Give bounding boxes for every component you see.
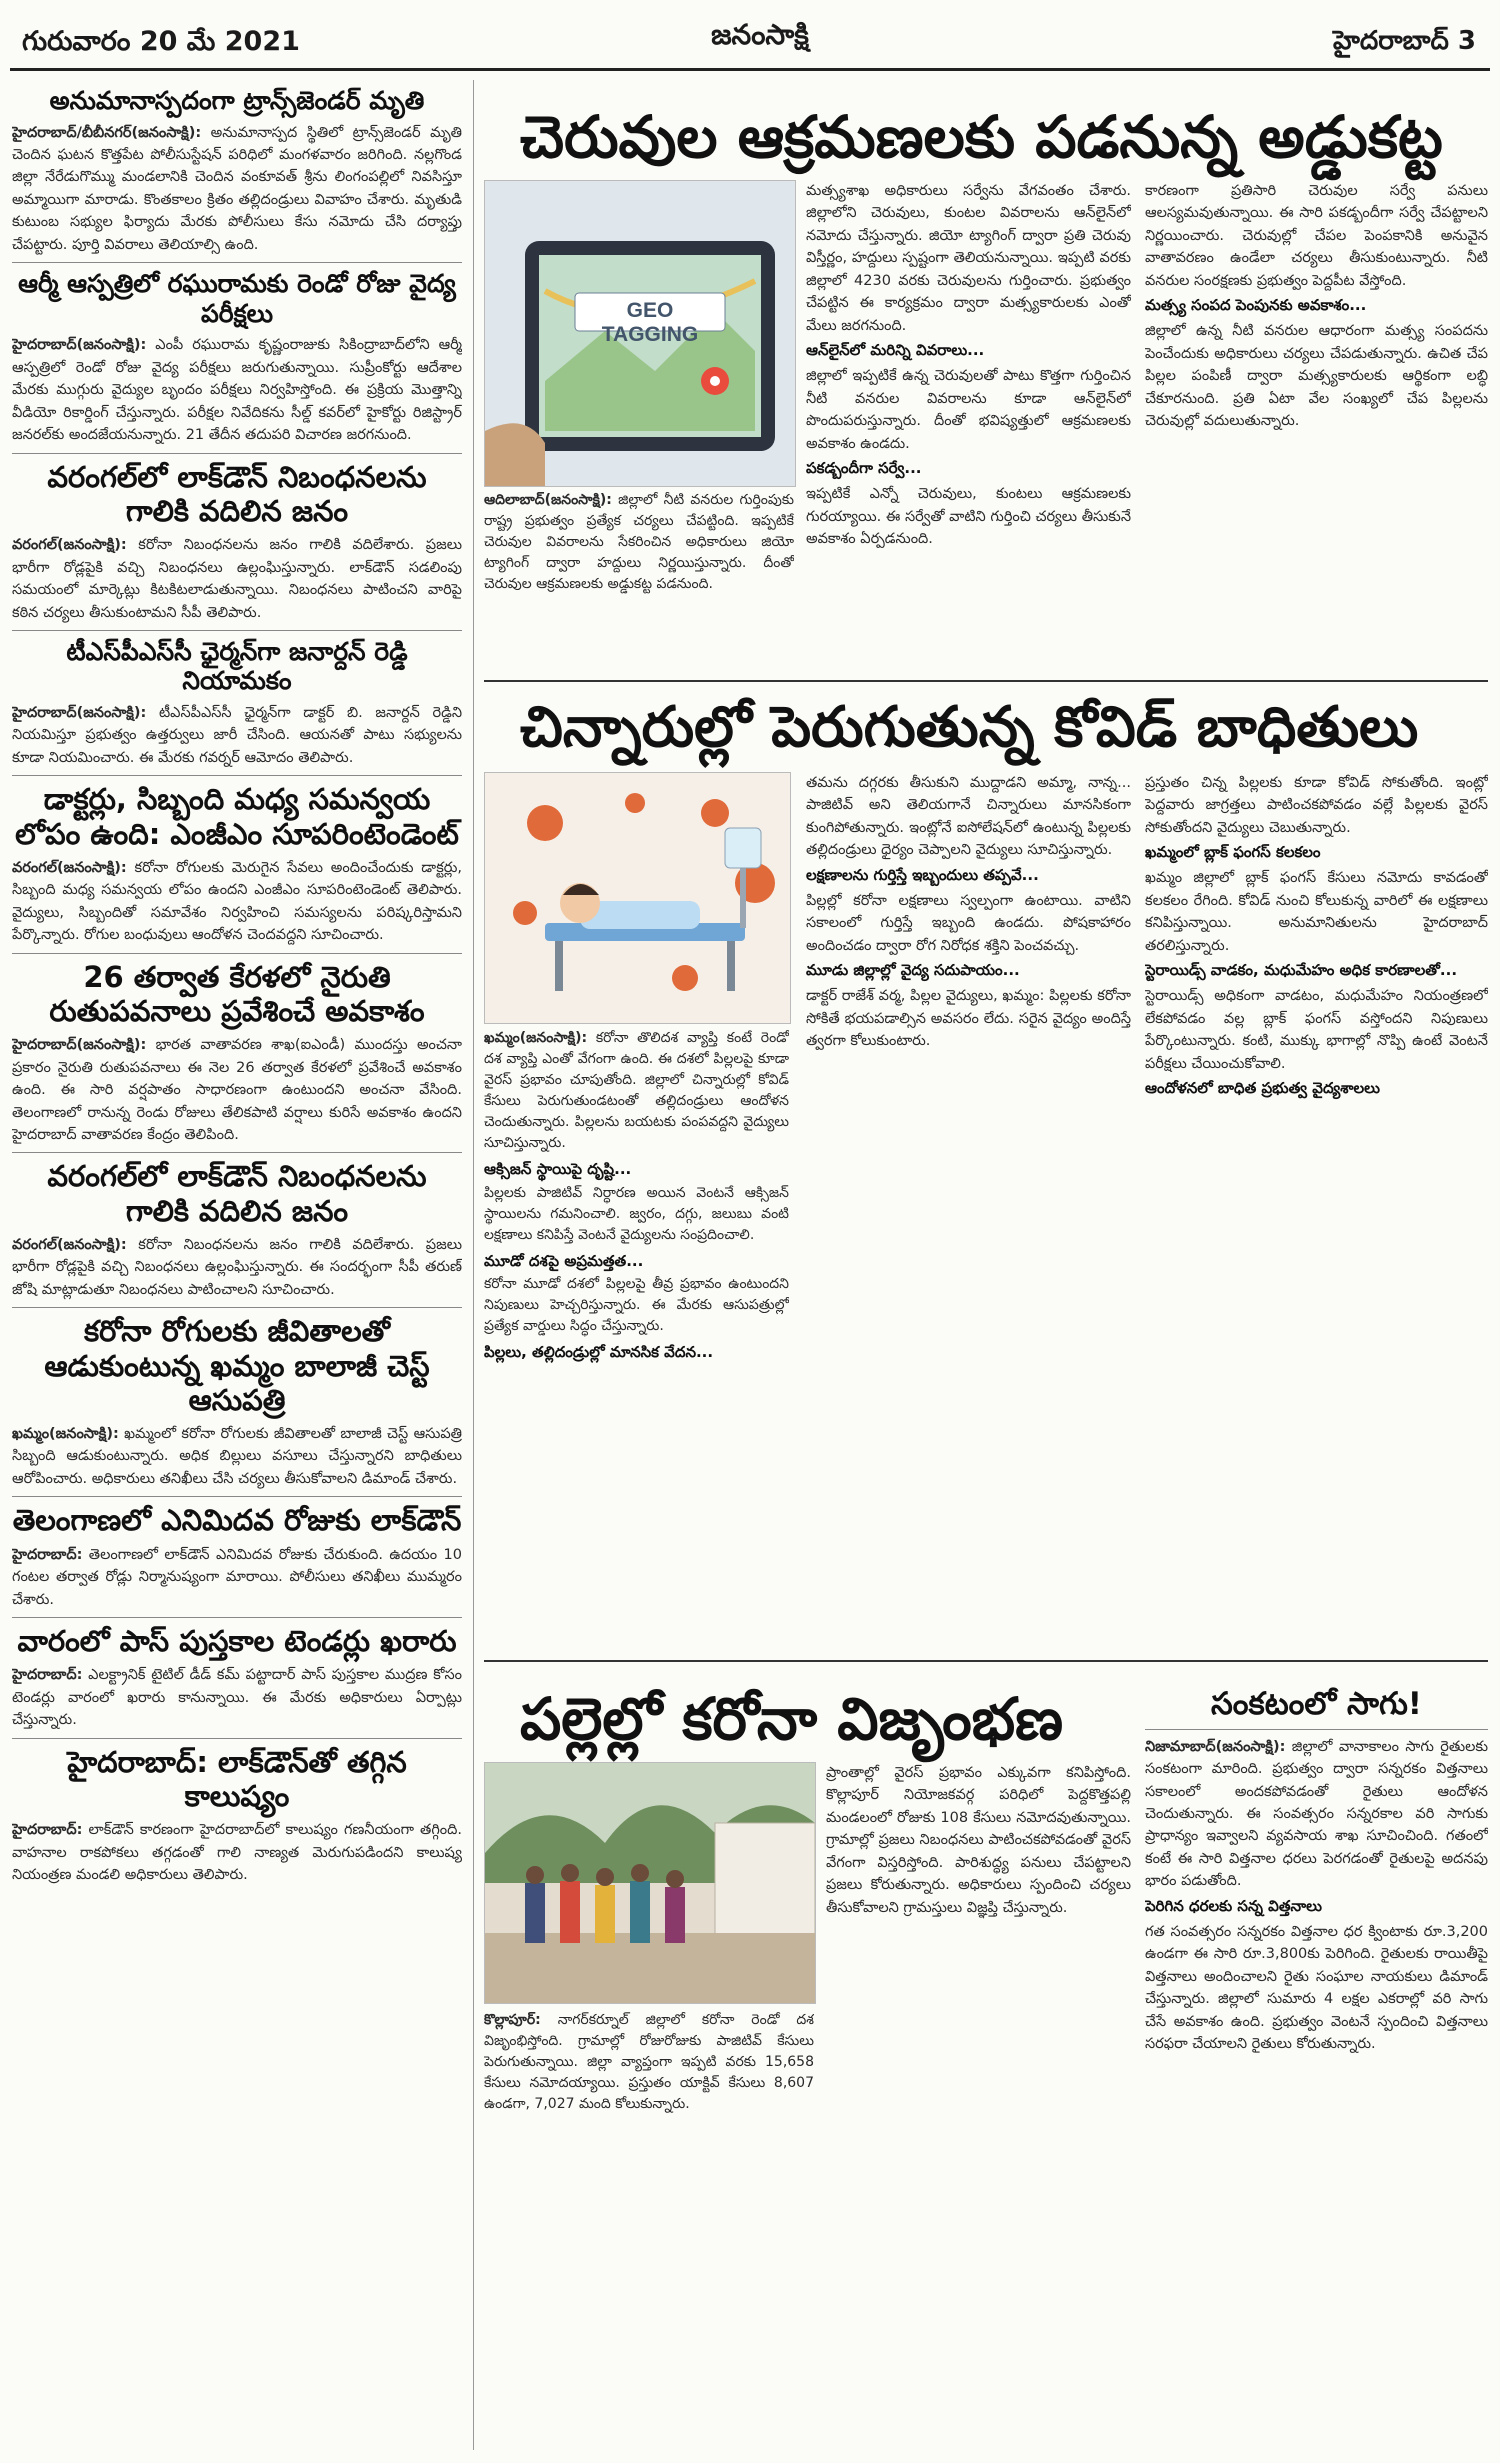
story2-column-1 [484,1028,789,1648]
article-2 [12,269,462,446]
divider [12,1617,462,1618]
article-body: ఖమ్మంలో కరోనా రోగులకు జీవితాలతో బాలాజీ చెస్ట్ ఆసుపత్రి సిబ్బంది ఆడుకుంటున్నారు. అధిక బిల్లులు వసూలు చేస్తున్నారని బాధితులు ఆరోపించారు. అధికారులు తనిఖీలు చేసి చర్యలు తీసుకోవాలని డిమాండ్ చేశారు. [12,1425,462,1487]
article-body: భారత వాతావరణ శాఖ(ఐఎండీ) ముందస్తు అంచనా ప్రకారం నైరుతి రుతుపవనాలు ఈ నెల 26 తర్వాత కేరళలో ప్రవేశించే అవకాశం ఉంది. ఈ సారి వర్షపాతం సాధారణంగా ఉంటుందని అంచనా వేసింది. తెలంగాణలో రానున్న రెండు రోజులు తేలికపాటి వర్షాలు కురిసే అవకాశం ఉందని హైదరాబాద్ వాతావరణ కేంద్రం తెలిపింది. [12,1037,462,1143]
story4-headline: సంకటంలో సాగు! [1211,1686,1422,1722]
divider [12,1307,462,1308]
masthead [0,0,1500,76]
article-dateline: హైదరాబాద్: [12,1667,83,1684]
section-rule [484,1660,1488,1662]
geo-tagging-image [484,180,796,487]
article-dateline: హైదరాబాద్(జనంసాక్షి): [12,1037,147,1054]
story2-column-2 [806,772,1131,1652]
story2-col2-text: తమను దగ్గరకు తీసుకుని ముద్దాడని అమ్మా, నాన్న... పాజిటివ్ అని తెలియగానే చిన్నారులు మానసికంగా కుంగిపోతున్నారు. ఇంట్లోనే ఐసోలేషన్‌లో ఉంటున్న పిల్లలకు తల్లిదండ్రులు ధైర్యం చెప్పాలని వైద్యులు సూచిస్తున్నారు. [806,775,1131,859]
story1-column-3 [1145,180,1488,670]
story4-subhead: పెరిగిన ధరలకు సన్న విత్తనాలు [1145,1896,1322,1915]
article-4 [12,637,462,769]
story2-col2c-text: డాక్టర్ రాజేశ్ వర్మ, పిల్లల వైద్యులు, ఖమ్మం: పిల్లలకు కరోనా సోకితే భయపడాల్సిన అవసరం లేదు. సరైన వైద్యం అందిస్తే త్వరగా కోలుకుంటారు. [806,988,1131,1050]
story2-subhead-e: మూడు జిల్లాల్లో వైద్య సదుపాయం... [806,961,1020,980]
city-page-number: హైదరాబాద్ 3 [1333,26,1476,56]
article-dateline: హైదరాబాద్(జనంసాక్షి): [12,337,147,354]
story1-caption [484,490,794,670]
article-dateline: హైదరాబాద్: [12,1546,83,1563]
story1-col2c-text: ఇప్పటికే ఎన్నో చెరువులు, కుంటలు ఆక్రమణలకు గురయ్యాయి. ఈ సర్వేతో వాటిని గుర్తించి చర్యలు తీసుకునే అవకాశం ఏర్పడనుంది. [806,486,1131,548]
story1-column-2 [806,180,1131,670]
story1-col3-text: కారణంగా ప్రతిసారి చెరువుల సర్వే పనులు ఆలస్యమవుతున్నాయి. ఈ సారి పకడ్బందీగా సర్వే చేపట్టాలని నిర్ణయించారు. చెరువుల్లో చేపల పెంపకానికి అనువైన వాతావరణం ఉండేలా చర్యలు తీసుకుంటున్నారు. నీటి వనరుల సంరక్షణకు ప్రభుత్వం పెద్దపీట వేస్తోంది. [1145,183,1488,289]
story2-subhead-b: మూడో దశపై అప్రమత్తత... [484,1251,644,1270]
article-5 [12,782,462,946]
story1-caption-text: జిల్లాలో నీటి వనరుల గుర్తింపుకు రాష్ట్ర ప్రభుత్వం ప్రత్యేక చర్యలు చేపట్టింది. ఇప్పటికే చెరువుల వివరాలను సేకరించిన అధికారులు జియో ట్యాగింగ్ ద్వారా హద్దులు నిర్ణయిస్తున్నారు. దీంతో చెరువుల ఆక్రమణలకు అడ్డుకట్ట పడనుంది. [484,492,794,592]
article-6 [12,960,462,1147]
article-body: టీఎస్‌పీఎస్‌సీ ఛైర్మన్‌గా డాక్టర్ బి. జనార్దన్ రెడ్డిని నియమిస్తూ ప్రభుత్వం ఉత్తర్వులు జారీ చేసింది. ఆయనతో పాటు సభ్యులను కూడా నియమించారు. ఈ మేరకు గవర్నర్ ఆమోదం తెలిపారు. [12,704,462,766]
article-headline: 26 తర్వాత కేరళలో నైరుతి రుతుపవనాలు ప్రవేశించే అవకాశం [49,959,425,1028]
article-headline: కరోనా రోగులకు జీవితాలతో ఆడుకుంటున్న ఖమ్మం బాలాజీ చెస్ట్ ఆసుపత్రి [44,1314,430,1417]
story2-headline: చిన్నారుల్లో పెరుగుతున్న కోవిడ్ బాధితులు [520,695,1419,760]
issue-date: గురువారం 20 మే 2021 [22,26,300,57]
article-10 [12,1624,462,1732]
story2-subhead-a: ఆక్సిజన్ స్థాయిపై దృష్టి... [484,1160,632,1178]
child-hospital-illustration [485,773,790,1023]
child-hospital-image [484,772,791,1024]
article-body: కరోనా నిబంధనలను జనం గాలికి వదిలేశారు. ప్రజలు భారీగా రోడ్లపైకి వచ్చి నిబంధనలు ఉల్లంఘిస్తున్నారు. లాక్‌డౌన్ సడలింపు సమయంలో మార్కెట్లు కిటకిటలాడుతున్నాయి. నిబంధనలు పాటించని వారిపై కఠిన చర్యలు తీసుకుంటామని సీపీ తెలిపారు. [12,537,462,621]
article-body: అనుమానాస్పద స్థితిలో ట్రాన్స్‌జెండర్ మృతి చెందిన ఘటన కొత్తపేట పోలీసుస్టేషన్ పరిధిలో మంగళవారం జరిగింది. నల్లగొండ జిల్లా నేరేడుగొమ్ము మండలానికి చెందిన వంకూవత్ శ్రీను లింగంపల్లిలో నివసిస్తూ అమ్మాయిగా మారాడు. కొంతకాలం క్రితం తల్లిదండ్రులు వివాహం చేశారు. మృతుడి కుటుంబ సభ్యుల ఫిర్యాదు మేరకు పోలీసులు కేసు నమోదు చేసి దర్యాప్తు చేపట్టారు. పూర్తి వివరాలు తెలియాల్సి ఉంది. [12,124,462,253]
paper-logo: జనంసాక్షి [711,18,809,51]
story3-dateline: కొల్లాపూర్: [484,2012,541,2028]
story4-body: జిల్లాలో వానాకాలం సాగు రైతులకు సంకటంగా మారింది. ప్రభుత్వం ద్వారా సన్నరకం విత్తనాలు సకాలంలో అందకపోవడంతో రైతులు ఆందోళన చెందుతున్నారు. ఈ సంవత్సరం సన్నరకాల వరి సాగుకు ప్రాధాన్యం ఇవ్వాలని వ్యవసాయ శాఖ సూచించింది. గతంలో కంటే ఈ సారి విత్తనాల ధరలు పెరగడంతో రైతులపై అదనపు భారం పడుతోంది. [1145,1738,1488,1890]
story1-col3b-text: జిల్లాలో ఉన్న నీటి వనరుల ఆధారంగా మత్స్య సంపదను పెంచేందుకు అధికారులు చర్యలు చేపడుతున్నారు. ఉచిత చేప పిల్లల పంపిణీ ద్వారా మత్స్యకారులకు ఆర్థికంగా లబ్ధి చేకూరనుంది. ప్రతి ఏటా వేల సంఖ్యలో చేప పిల్లలను చెరువుల్లో వదులుతున్నారు. [1145,323,1488,430]
divider [12,630,462,631]
story4-body2: గత సంవత్సరం సన్నరకం విత్తనాల ధర క్వింటాకు రూ.3,200 ఉండగా ఈ సారి రూ.3,800కు పెరిగింది. రైతులకు రాయితీపై విత్తనాలు అందించాలని రైతు సంఘాల నాయకులు డిమాండ్ చేస్తున్నారు. జిల్లాలో సుమారు 4 లక్షల ఎకరాల్లో వరి సాగు చేసే అవకాశం ఉంది. ప్రభుత్వం వెంటనే స్పందించి విత్తనాలు సరఫరా చేయాలని రైతులు కోరుతున్నారు. [1145,1923,1488,2053]
story4-dateline: నిజామాబాద్(జనంసాక్షి): [1145,1738,1286,1755]
story3-headline: పల్లెల్లో కరోనా విజృంభణ [520,1685,1064,1753]
story2-col2b-text: పిల్లల్లో కరోనా లక్షణాలు స్వల్పంగా ఉంటాయి. వాటిని సకాలంలో గుర్తిస్తే ఇబ్బంది ఉండదు. పోషకాహారం అందించడం ద్వారా రోగ నిరోధక శక్తిని పెంచవచ్చు. [806,892,1131,954]
article-headline: వారంలో పాస్ పుస్తకాల టెండర్లు ఖరారు [17,1624,457,1658]
story1-subhead-3: మత్స్య సంపద పెంపునకు అవకాశం... [1145,296,1367,315]
story1-col2-text: మత్స్యశాఖ అధికారులు సర్వేను వేగవంతం చేశారు. జిల్లాలోని చెరువులు, కుంటల వివరాలను ఆన్‌లైన్‌లో నమోదు చేస్తున్నారు. జియో ట్యాగింగ్ ద్వారా ప్రతి చెరువు విస్తీర్ణం, హద్దులు స్పష్టంగా తెలియనున్నాయి. ఇప్పటి వరకు జిల్లాలో 4230 వరకు చెరువులను గుర్తించారు. ప్రభుత్వం చేపట్టిన ఈ కార్యక్రమం ద్వారా మత్స్యకారులకు ఎంతో మేలు జరగనుంది. [806,183,1131,334]
article-dateline: హైదరాబాద్(జనంసాక్షి): [12,704,147,721]
story1-subhead-1: ఆన్‌లైన్‌లో మరిన్ని వివరాలు... [806,341,985,360]
divider [12,262,462,263]
article-dateline: వరంగల్(జనంసాక్షి): [12,1236,127,1253]
story1-subhead-2: పకడ్బందీగా సర్వే... [806,459,922,478]
story3-column-2 [826,1762,1131,2442]
article-headline: అనుమానాస్పదంగా ట్రాన్స్‌జెండర్ మృతి [49,86,425,115]
article-headline: ఆర్మీ ఆస్పత్రిలో రఘురామకు రెండో రోజు వైద్య పరీక్షలు [18,269,456,328]
story2-subhead-g: స్టెరాయిడ్స్ వాడకం, మధుమేహం అధిక కారణాలతో... [1145,961,1458,980]
divider [12,1738,462,1739]
story2-col3c-text: స్టెరాయిడ్స్ అధికంగా వాడటం, మధుమేహం నియంత్రణలో లేకపోవడం వల్ల బ్లాక్ ఫంగస్ వస్తోందని నిపుణులు పేర్కొంటున్నారు. కంటి, ముక్కు భాగాల్లో నొప్పి ఉంటే వెంటనే పరీక్షలు చేయించుకోవాలి. [1145,988,1488,1072]
story2-subhead-h: ఆందోళనలో బాధిత ప్రభుత్వ వైద్యశాలలు [1145,1079,1380,1098]
column-divider [473,80,474,2450]
story2-subhead-d: లక్షణాలను గుర్తిస్తే ఇబ్బందులు తప్పవే... [806,865,1039,884]
article-3 [12,460,462,624]
story1-dateline: ఆదిలాబాద్(జనంసాక్షి): [484,492,612,508]
story3-column-1 [484,2010,814,2440]
story2-subhead-f: ఖమ్మంలో బ్లాక్ ఫంగస్ కలకలం [1145,843,1321,862]
story2-col3-text: ప్రస్తుతం చిన్న పిల్లలకు కూడా కోవిడ్ సోకుతోంది. ఇంట్లో పెద్దవారు జాగ్రత్తలు పాటించకపోవడం వల్లే పిల్లలకు వైరస్ సోకుతోందని వైద్యులు చెబుతున్నారు. [1145,775,1488,836]
divider [12,1496,462,1497]
article-headline: వరంగల్‌లో లాక్‌డౌన్ నిబంధనలను గాలికి వదిలిన జనం [47,1159,427,1228]
article-headline: టీఎస్‌పీఎస్‌సీ ఛైర్మన్‌గా జనార్దన్ రెడ్డి నియామకం [66,636,408,696]
article-dateline: హైదరాబాద్/బీబీనగర్(జనంసాక్షి): [12,124,202,141]
divider [12,775,462,776]
story2-col-a-text: పిల్లలకు పాజిటివ్ నిర్ధారణ అయిన వెంటనే ఆక్సిజన్ స్థాయిలను గమనించాలి. జ్వరం, దగ్గు, జలుబు వంటి లక్షణాలు కనిపిస్తే వెంటనే వైద్యులను సంప్రదించాలి. [484,1184,789,1243]
geo-tagging-label: GEO TAGGING [601,299,699,346]
article-body: ఎంపీ రఘురామ కృష్ణంరాజుకు సికింద్రాబాద్‌లోని ఆర్మీ ఆస్పత్రిలో రెండో రోజు వైద్య పరీక్షలు జరుగుతున్నాయి. సుప్రీంకోర్టు ఆదేశాల మేరకు ముగ్గురు వైద్యుల బృందం పరీక్షలు నిర్వహిస్తోంది. ఈ ప్రక్రియ మొత్తాన్ని వీడియో రికార్డింగ్ చేస్తున్నారు. పరీక్షల నివేదికను సీల్డ్ కవర్‌లో హైకోర్టు రిజిస్ట్రార్ జనరల్‌కు అందజేయనున్నారు. 21 తేదీన తదుపరి విచారణ జరగనుంది. [12,337,462,444]
story1-col2b-text: జిల్లాలో ఇప్పటికే ఉన్న చెరువులతో పాటు కొత్తగా గుర్తించిన నీటి వనరుల వివరాలను కూడా ఆన్‌లైన్‌లో పొందుపరుస్తున్నారు. దీంతో భవిష్యత్తులో ఆక్రమణలకు అవకాశం ఉండదు. [806,368,1131,452]
article-1 [12,86,462,256]
story3-caption-text: నాగర్‌కర్నూల్ జిల్లాలో కరోనా రెండో దశ విజృంభిస్తోంది. గ్రామాల్లో రోజురోజుకు పాజిటివ్ కేసులు పెరుగుతున్నాయి. జిల్లా వ్యాప్తంగా ఇప్పటి వరకు 15,658 కేసులు నమోదయ్యాయి. ప్రస్తుతం యాక్టివ్ కేసులు 8,607 ఉండగా, 7,027 మంది కోలుకున్నారు. [484,2012,814,2112]
article-dateline: వరంగల్(జనంసాక్షి): [12,859,127,876]
article-headline: వరంగల్‌లో లాక్‌డౌన్ నిబంధనలను గాలికి వదిలిన జనం [47,459,427,528]
village-queue-photo [484,1762,816,2004]
masthead-rule [10,68,1490,71]
article-headline: డాక్టర్లు, సిబ్బంది మధ్య సమన్వయ లోపం ఉంది: ఎంజీఎం సూపరింటెండెంట్ [15,782,459,851]
story2-col3b-text: ఖమ్మం జిల్లాలో బ్లాక్ ఫంగస్ కేసులు నమోదు కావడంతో కలకలం రేగింది. కోవిడ్ నుంచి కోలుకున్న వారిలో ఈ లక్షణాలు కనిపిస్తున్నాయి. అనుమానితులను హైదరాబాద్ తరలిస్తున్నారు. [1145,870,1488,954]
story2-subhead-c: పిల్లలు, తల్లిదండ్రుల్లో మానసిక వేదన... [484,1343,714,1361]
story3-col2-text: ప్రాంతాల్లో వైరస్ ప్రభావం ఎక్కువగా కనిపిస్తోంది. కొల్లాపూర్ నియోజకవర్గ పరిధిలో పెద్దకొత్తపల్లి మండలంలో రోజుకు 108 కేసులు నమోదవుతున్నాయి. గ్రామాల్లో ప్రజలు నిబంధనలు పాటించకపోవడంతో వైరస్ వేగంగా విస్తరిస్తోంది. పారిశుద్ధ్య పనులు చేపట్టాలని ప్రజలు కోరుతున్నారు. అధికారులు స్పందించి చర్యలు తీసుకోవాలని గ్రామస్తులు విజ్ఞప్తి చేస్తున్నారు. [826,1765,1131,1916]
story2-caption-text: కరోనా తొలిదశ వ్యాప్తి కంటే రెండో దశ వ్యాప్తి ఎంతో వేగంగా ఉంది. ఈ దశలో పిల్లలపై కూడా వైరస్ ప్రభావం చూపుతోంది. జిల్లాలో చిన్నారుల్లో కోవిడ్ కేసులు పెరుగుతుండటంతో తల్లిదండ్రులు ఆందోళన చెందుతున్నారు. పిల్లలను బయటకు పంపవద్దని వైద్యులు సూచిస్తున్నారు. [484,1030,789,1151]
article-11 [12,1745,462,1887]
left-column [12,80,462,2450]
article-dateline: హైదరాబాద్: [12,1822,83,1839]
story1-headline: చెరువుల ఆక్రమణలకు పడనున్న అడ్డుకట్ట [520,103,1443,171]
article-dateline: ఖమ్మం(జనంసాక్షి): [12,1425,119,1442]
article-body: కరోనా నిబంధనలను జనం గాలికి వదిలేశారు. ప్రజలు భారీగా రోడ్లపైకి వచ్చి నిబంధనలు ఉల్లంఘిస్తున్నారు. ఈ సందర్భంగా సీపీ తరుణ్ జోషి మాట్లాడుతూ నిబంధనలు పాటించాలని సూచించారు. [12,1236,462,1298]
article-body: లాక్‌డౌన్ కారణంగా హైదరాబాద్‌లో కాలుష్యం గణనీయంగా తగ్గింది. వాహనాల రాకపోకలు తగ్గడంతో గాలి నాణ్యత మెరుగుపడిందని కాలుష్య నియంత్రణ మండలి అధికారులు తెలిపారు. [12,1822,462,1883]
section-rule [484,680,1488,682]
divider [1145,1729,1488,1730]
article-body: తెలంగాణలో లాక్‌డౌన్ ఎనిమిదవ రోజుకు చేరుకుంది. ఉదయం 10 గంటల తర్వాత రోడ్లు నిర్మానుష్యంగా మారాయి. పోలీసులు తనిఖీలు ముమ్మరం చేశారు. [12,1546,462,1608]
article-dateline: వరంగల్(జనంసాక్షి): [12,537,127,554]
divider [12,1152,462,1153]
article-7 [12,1159,462,1301]
divider [12,953,462,954]
article-body: కరోనా రోగులకు మెరుగైన సేవలు అందించేందుకు డాక్టర్లు, సిబ్బంది మధ్య సమన్వయ లోపం ఉందని ఎంజీఎం సూపరింటెండెంట్ తెలిపారు. వైద్యులు, సిబ్బందితో సమావేశం నిర్వహించి సమస్యలను పరిష్కరిస్తామని పేర్కొన్నారు. రోగుల బంధువులు ఆందోళన చెందవద్దని సూచించారు. [12,859,462,944]
article-headline: హైదరాబాద్: లాక్‌డౌన్‌తో తగ్గిన కాలుష్యం [67,1744,407,1813]
village-queue-illustration [485,1763,815,2003]
story2-col-b-text: కరోనా మూడో దశలో పిల్లలపై తీవ్ర ప్రభావం ఉంటుందని నిపుణులు హెచ్చరిస్తున్నారు. ఈ మేరకు ఆసుపత్రుల్లో ప్రత్యేక వార్డులు సిద్ధం చేస్తున్నారు. [484,1276,789,1334]
article-9 [12,1503,462,1611]
story2-column-3 [1145,772,1488,1652]
story4 [1145,1680,1488,2450]
article-8 [12,1314,462,1490]
article-headline: తెలంగాణలో ఎనిమిదవ రోజుకు లాక్‌డౌన్ [12,1503,462,1538]
story2-dateline: ఖమ్మం(జనంసాక్షి): [484,1030,588,1046]
article-body: ఎలక్ట్రానిక్ టైటిల్ డీడ్ కమ్ పట్టాదార్ పాస్ పుస్తకాల ముద్రణ కోసం టెండర్లు వారంలో ఖరారు కానున్నాయి. ఈ మేరకు అధికారులు ఏర్పాట్లు చేస్తున్నారు. [12,1667,462,1729]
divider [12,453,462,454]
